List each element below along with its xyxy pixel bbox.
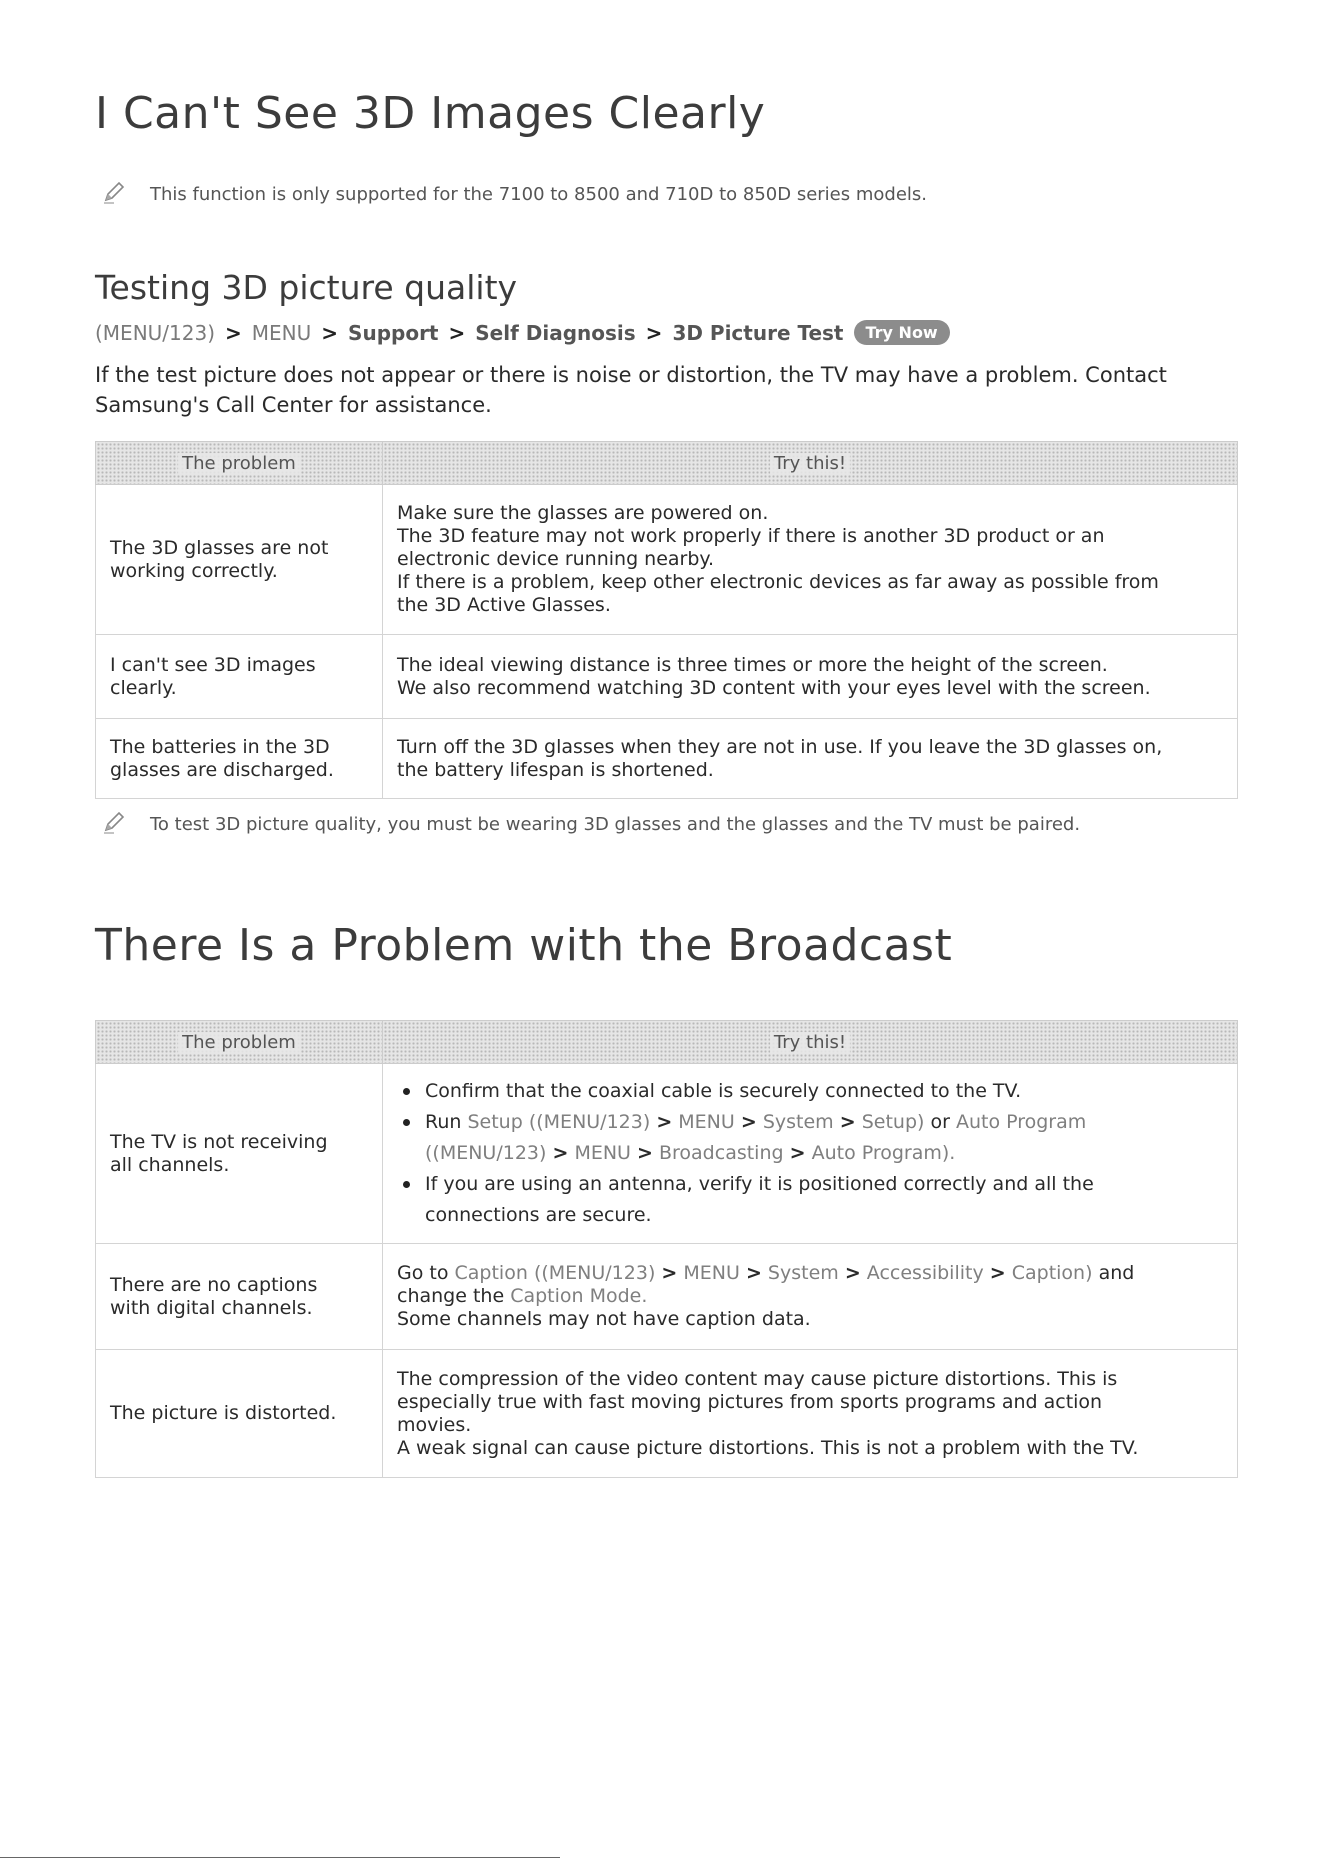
try-now-button[interactable]: Try Now [854, 320, 950, 345]
solution-list [397, 1076, 1223, 1231]
solution-cell [383, 635, 1238, 719]
change-text: change the [397, 1285, 505, 1307]
or-text: or [930, 1111, 950, 1133]
list-item-text: connections are secure. [425, 1204, 652, 1226]
table-row [96, 635, 1238, 719]
table-header-row [96, 1021, 1238, 1064]
solution-text: The ideal viewing distance is three times or more the height of the screen. [397, 653, 1108, 676]
header-try-this [383, 442, 1238, 485]
chevron-right-icon: > [637, 1142, 653, 1164]
problem-text: The TV is not receiving [110, 1130, 328, 1153]
chevron-right-icon: > [448, 320, 466, 345]
problem-text: with digital channels. [110, 1296, 313, 1319]
solution-cell [383, 719, 1238, 799]
path-support: Support [348, 320, 439, 345]
chevron-right-icon: > [740, 1111, 757, 1133]
solution-text: the battery lifespan is shortened. [397, 758, 714, 781]
setup-link: Setup [467, 1111, 523, 1133]
system-label: System [767, 1262, 839, 1284]
menu-label: MENU [678, 1111, 735, 1133]
accessibility-label: Accessibility [866, 1262, 984, 1284]
solution-text: Some channels may not have caption data. [397, 1308, 811, 1330]
header-problem [96, 1021, 383, 1064]
table-row [96, 719, 1238, 799]
path-3d-picture-test: 3D Picture Test [672, 320, 844, 345]
troubleshoot-table-broadcast [95, 1020, 1238, 1478]
chevron-right-icon: > [645, 320, 663, 345]
solution-cell [383, 485, 1238, 635]
solution-cell [383, 1064, 1238, 1244]
menu-123: ((MENU/123) [533, 1262, 656, 1284]
broadcasting-label: Broadcasting [658, 1142, 784, 1164]
header-problem [96, 442, 383, 485]
solution-text: If there is a problem, keep other electronic devices as far away as possible from [397, 571, 1159, 593]
list-item [397, 1169, 1223, 1231]
list-item-text: If you are using an antenna, verify it is positioned correctly and all the [425, 1173, 1094, 1195]
problem-cell [96, 635, 383, 719]
problem-text: all channels. [110, 1153, 230, 1176]
problem-text: glasses are discharged. [110, 758, 334, 781]
chevron-right-icon: > [844, 1262, 861, 1284]
table-row [96, 1350, 1238, 1478]
note-pairing [100, 808, 1080, 841]
chevron-right-icon: > [656, 1111, 673, 1133]
path-menu: MENU [251, 320, 312, 345]
problem-cell [96, 1064, 383, 1244]
chevron-right-icon: > [661, 1262, 678, 1284]
troubleshoot-table-3d [95, 441, 1238, 799]
note-text: To test 3D picture quality, you must be wearing 3D glasses and the glasses and the TV must be paired. [150, 814, 1081, 835]
solution-text: electronic device running nearby. [397, 548, 715, 570]
problem-cell [96, 1350, 383, 1478]
testing-description [95, 360, 1255, 420]
caption-label: Caption [454, 1262, 528, 1284]
solution-cell [383, 1244, 1238, 1350]
caption-label: Caption) [1011, 1262, 1093, 1284]
problem-text: clearly. [110, 676, 177, 699]
solution-text: The compression of the video content may cause picture distortions. This is [397, 1367, 1118, 1390]
goto-text: Go to [397, 1262, 449, 1284]
problem-text: The batteries in the 3D [110, 735, 330, 758]
note-supported-models [100, 178, 927, 211]
table-header-row [96, 442, 1238, 485]
chevron-right-icon: > [839, 1111, 856, 1133]
header-try-label: Try this! [770, 1032, 850, 1053]
menu-123: ((MENU/123) [528, 1111, 651, 1133]
list-item: Confirm that the coaxial cable is securely connected to the TV. [397, 1076, 1223, 1107]
chevron-right-icon: > [552, 1142, 569, 1164]
solution-text: The 3D feature may not work properly if there is another 3D product or an [397, 525, 1105, 547]
chevron-right-icon: > [989, 1262, 1006, 1284]
auto-program-label: Auto Program [955, 1111, 1087, 1133]
list-item [397, 1107, 1223, 1169]
solution-line [397, 1262, 1223, 1285]
pencil-note-icon [100, 178, 128, 211]
auto-program-label: Auto Program). [811, 1142, 956, 1164]
solution-text: movies. [397, 1413, 472, 1436]
menu-label: MENU [574, 1142, 631, 1164]
chevron-right-icon: > [745, 1262, 762, 1284]
solution-text: We also recommend watching 3D content with your eyes level with the screen. [397, 676, 1151, 699]
pencil-note-icon [100, 808, 128, 841]
setup-label: Setup) [861, 1111, 925, 1133]
table-row [96, 1064, 1238, 1244]
menu-123: ((MENU/123) [425, 1142, 547, 1164]
path-menu-123: (MENU/123) [95, 320, 216, 345]
run-text: Run [425, 1111, 462, 1133]
problem-text: There are no captions [110, 1273, 318, 1296]
problem-text: working correctly. [110, 559, 278, 582]
menu-label: MENU [683, 1262, 740, 1284]
header-problem-label: The problem [178, 453, 300, 474]
solution-text: especially true with fast moving pictures from sports programs and action [397, 1390, 1103, 1413]
problem-cell [96, 719, 383, 799]
table-row [96, 1244, 1238, 1350]
solution-text: A weak signal can cause picture distortions. This is not a problem with the TV. [397, 1436, 1139, 1459]
subsection-title-testing: Testing 3D picture quality [95, 268, 518, 307]
chevron-right-icon: > [789, 1142, 806, 1164]
testing-description-line2: Samsung's Call Center for assistance. [95, 393, 492, 417]
chevron-right-icon: > [321, 320, 339, 345]
header-problem-label: The problem [178, 1032, 300, 1053]
system-label: System [762, 1111, 834, 1133]
header-try-label: Try this! [770, 453, 850, 474]
solution-cell [383, 1350, 1238, 1478]
problem-text: I can't see 3D images [110, 653, 316, 676]
table-row [96, 485, 1238, 635]
caption-mode-label: Caption Mode. [510, 1285, 648, 1307]
section-title-broadcast: There Is a Problem with the Broadcast [95, 920, 953, 971]
solution-text: Turn off the 3D glasses when they are not in use. If you leave the 3D glasses on, [397, 735, 1163, 758]
menu-path [95, 320, 950, 345]
and-text: and [1098, 1262, 1135, 1284]
testing-description-line1: If the test picture does not appear or there is noise or distortion, the TV may have a problem. Contact [95, 363, 1167, 387]
header-try-this [383, 1021, 1238, 1064]
problem-cell [96, 1244, 383, 1350]
problem-cell [96, 485, 383, 635]
section-title-3d-images: I Can't See 3D Images Clearly [95, 88, 766, 139]
solution-text: the 3D Active Glasses. [397, 594, 611, 616]
note-text: This function is only supported for the 7100 to 8500 and 710D to 850D series models. [150, 184, 927, 205]
path-self-diagnosis: Self Diagnosis [475, 320, 636, 345]
solution-line [397, 1285, 1223, 1308]
problem-text: The 3D glasses are not [110, 536, 329, 559]
footer-rule [0, 1857, 560, 1858]
chevron-right-icon: > [225, 320, 242, 345]
problem-text: The picture is distorted. [110, 1402, 337, 1424]
solution-text: Make sure the glasses are powered on. [397, 502, 769, 524]
